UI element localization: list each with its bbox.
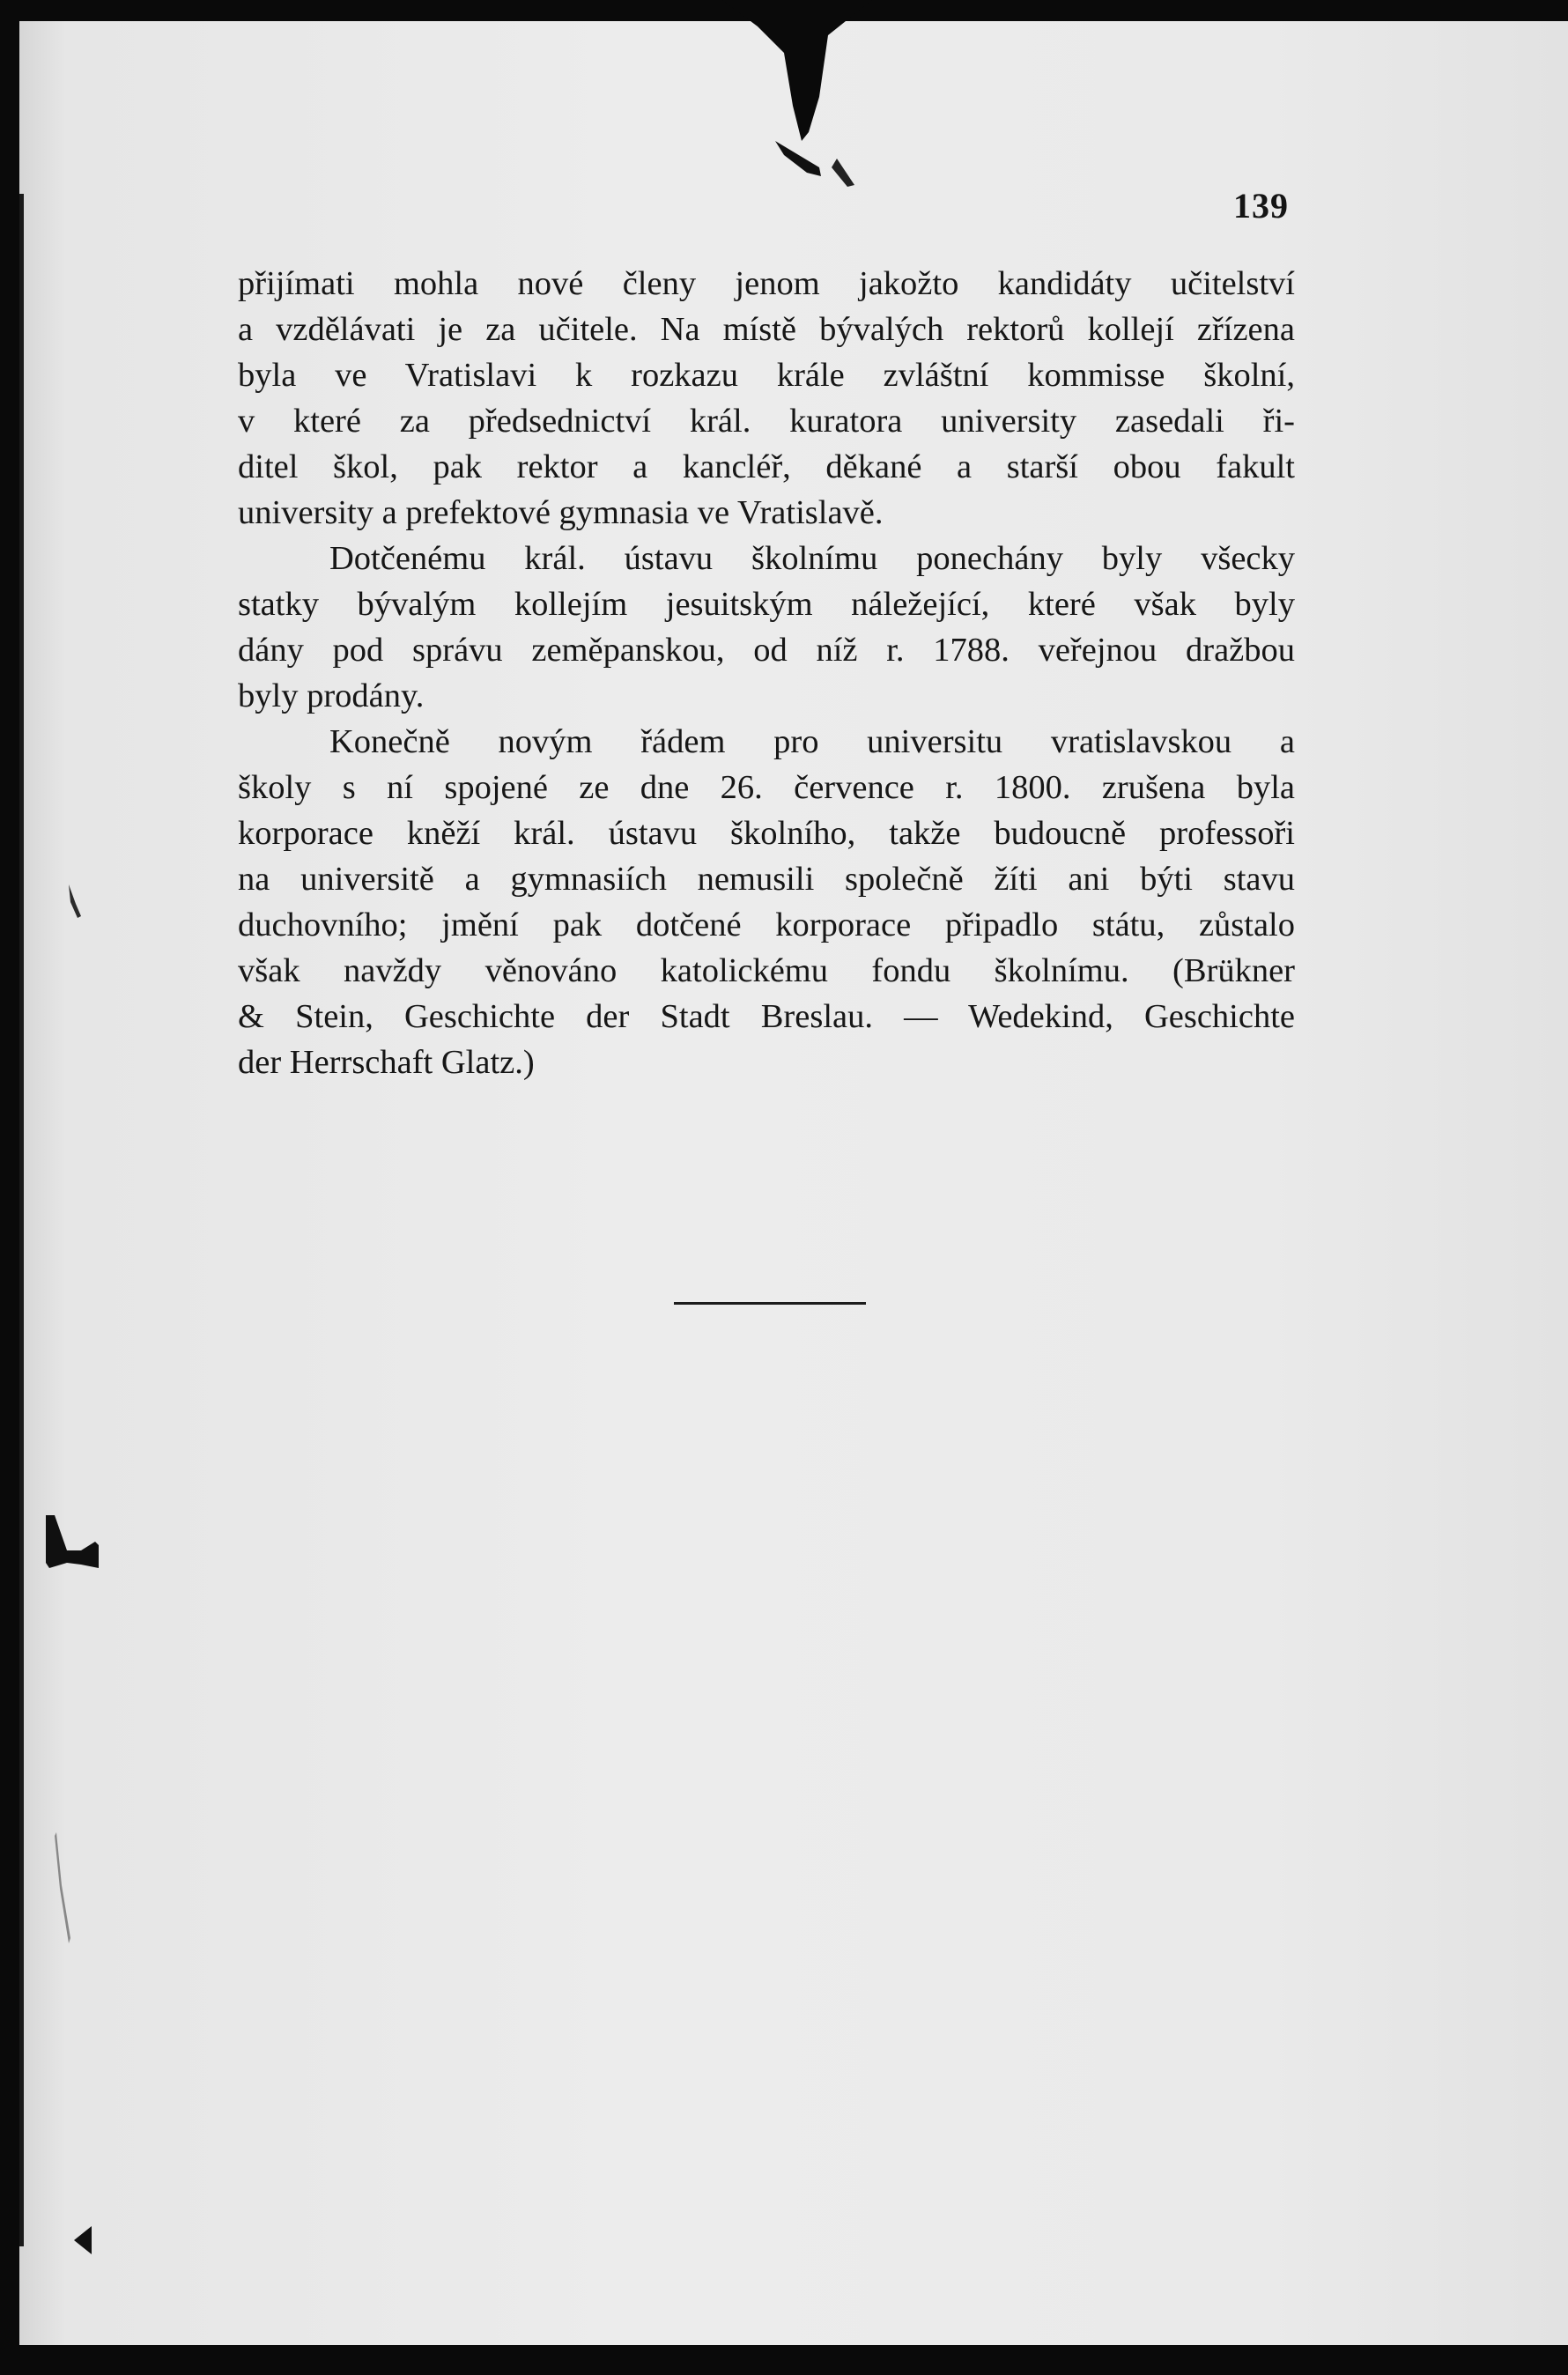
margin-arrow-mark [72, 2224, 93, 2256]
text-line: dány pod správu zeměpanskou, od níž r. 1788. veřejnou dražbou [238, 632, 1295, 669]
text-line: university a prefektové gymnasia ve Vratislavě. [238, 494, 884, 531]
text-line: však navždy věnováno katolickému fondu školnímu. (Brükner [238, 952, 1295, 989]
scan-bottom-edge [0, 2345, 1568, 2375]
torn-corner-mark [722, 0, 872, 211]
text-line: přijímati mohla nové členy jenom jakožto kandidáty učitelství [238, 265, 1295, 302]
text-line: byla ve Vratislavi k rozkazu krále zvláštní kommisse školní, [238, 357, 1295, 394]
text-line: byly prodány. [238, 677, 425, 714]
page-number: 139 [1233, 186, 1289, 226]
text-line: duchovního; jmění pak dotčené korporace připadlo státu, zůstalo [238, 906, 1295, 943]
text-line: ditel škol, pak rektor a kancléř, děkané a starší obou fakult [238, 448, 1295, 485]
text-line: Dotčenému král. ústavu školnímu ponechány byly všecky [329, 540, 1295, 577]
body-text [238, 261, 1295, 1085]
binding-edge [19, 194, 24, 2246]
margin-speck [63, 881, 85, 920]
section-separator-rule [674, 1302, 866, 1305]
text-line: Konečně novým řádem pro universitu vratislavskou a [329, 723, 1295, 760]
margin-scratch [53, 1832, 79, 1947]
margin-ink-blot [46, 1498, 107, 1577]
text-line: & Stein, Geschichte der Stadt Breslau. — Wedekind, Geschichte [238, 998, 1295, 1035]
text-line: školy s ní spojené ze dne 26. července r. 1800. zrušena byla [238, 769, 1295, 806]
text-line: na universitě a gymnasiích nemusili společně žíti ani býti stavu [238, 861, 1295, 898]
text-line: v které za předsednictví král. kuratora university zasedali ři- [238, 403, 1295, 440]
text-line: a vzdělávati je za učitele. Na místě bývalých rektorů kollejí zřízena [238, 311, 1295, 348]
text-line: der Herrschaft Glatz.) [238, 1044, 535, 1081]
text-line: statky bývalým kollejím jesuitským náležející, které však byly [238, 586, 1295, 623]
text-line: korporace kněží král. ústavu školního, takže budoucně professoři [238, 815, 1295, 852]
